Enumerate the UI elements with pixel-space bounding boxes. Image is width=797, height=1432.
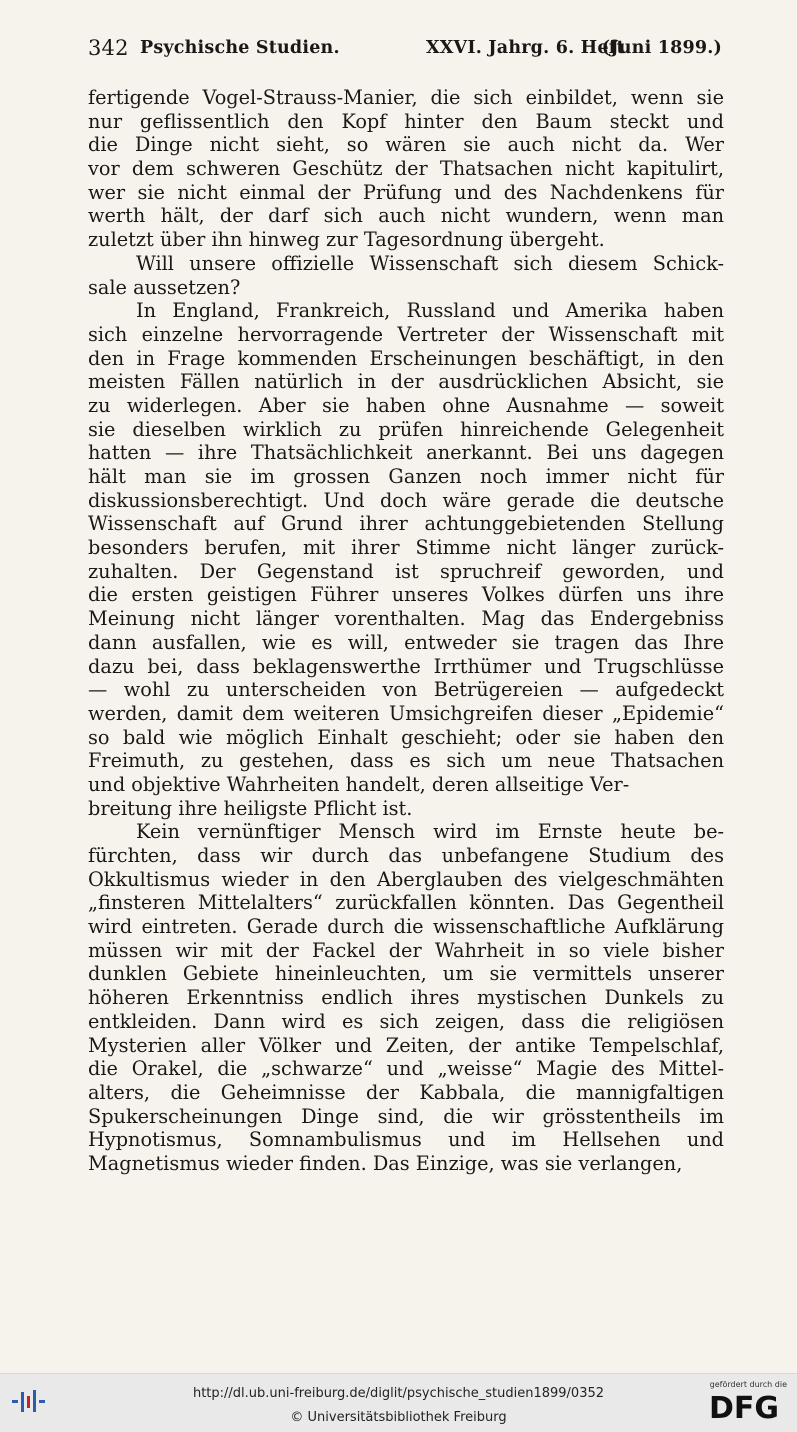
text-line: die Dinge nicht sieht, so wären sie auch nicht da. Wer — [88, 133, 724, 157]
text-line: Hypnotismus, Somnambulismus und im Hellsehen und — [88, 1128, 724, 1152]
text-line: Kein vernünftiger Mensch wird im Ernste heute be- — [136, 820, 724, 844]
text-line: Meinung nicht länger vorenthalten. Mag das Endergebniss — [88, 607, 724, 631]
text-line: den in Frage kommenden Erscheinungen beschäftigt, in den — [88, 346, 724, 370]
text-line: diskussionsberechtigt. Und doch wäre gerade die deutsche — [88, 488, 724, 512]
text-line: hatten — ihre Thatsächlichkeit anerkannt. Bei uns dagegen — [88, 441, 724, 465]
page-number: 342 — [88, 36, 129, 60]
footer-bar — [0, 1373, 797, 1432]
text-line: besonders berufen, mit ihrer Stimme nicht länger zurück- — [88, 536, 724, 560]
text-line: In England, Frankreich, Russland und Amerika haben — [136, 299, 724, 323]
text-line: sale aussetzen? — [88, 275, 241, 299]
text-line: dann ausfallen, wie es will, entweder sie tragen das Ihre — [88, 630, 724, 654]
text-line: Mysterien aller Völker und Zeiten, der antike Tempelschlaf, — [88, 1033, 724, 1057]
text-line: so bald wie möglich Einhalt geschieht; oder sie haben den — [88, 725, 724, 749]
text-line: und objektive Wahrheiten handelt, deren allseitige Ver- — [88, 772, 630, 796]
text-line: müssen wir mit der Fackel der Wahrheit in so viele bisher — [88, 938, 724, 962]
text-line: wird eintreten. Gerade durch die wissenschaftliche Aufklärung — [88, 915, 724, 939]
text-line: dazu bei, dass beklagenswerthe Irrthümer und Trugschlüsse — [88, 654, 724, 678]
text-line: meisten Fällen natürlich in der ausdrücklichen Absicht, sie — [88, 370, 724, 394]
text-line: Spukerscheinungen Dinge sind, die wir grösstentheils im — [88, 1104, 724, 1128]
dfg-logo-icon[interactable] — [701, 1390, 787, 1422]
text-line: wer sie nicht einmal der Prüfung und des Nachdenkens für — [88, 180, 724, 204]
text-line: fertigende Vogel-Strauss-Manier, die sich einbildet, wenn sie — [88, 86, 724, 109]
journal-title: Psychische Studien. — [140, 38, 340, 58]
text-line: sie dieselben wirklich zu prüfen hinreichende Gelegenheit — [88, 417, 724, 441]
text-line: werth hält, der darf sich auch nicht wundern, wenn man — [88, 204, 724, 228]
text-line: — wohl zu unterscheiden von Betrügereien — aufgedeckt — [88, 678, 724, 702]
text-line: die Orakel, die „schwarze“ und „weisse“ Magie des Mittel- — [88, 1057, 724, 1081]
issue-date: (Juni 1899.) — [601, 38, 722, 58]
running-header — [88, 36, 722, 66]
text-line: sich einzelne hervorragende Vertreter der Wissenschaft mit — [88, 322, 724, 346]
text-line: zuletzt über ihn hinweg zur Tagesordnung übergeht. — [88, 228, 605, 252]
funding-note: gefördert durch die — [709, 1380, 787, 1389]
text-line: fürchten, dass wir durch das unbefangene Studium des — [88, 844, 724, 867]
text-line: die ersten geistigen Führer unseres Volkes dürfen uns ihre — [88, 583, 724, 607]
volume-issue: XXVI. Jahrg. 6. Heft. — [426, 38, 632, 58]
text-line: höheren Erkenntniss endlich ihres mystischen Dunkels zu — [88, 986, 724, 1010]
text-line: breitung ihre heiligste Pflicht ist. — [88, 796, 413, 820]
text-line: nur geflissentlich den Kopf hinter den Baum steckt und — [88, 109, 724, 133]
dfg-logo-text: DFG — [708, 1391, 780, 1422]
document-url[interactable]: http://dl.ub.uni-freiburg.de/diglit/psychische_studien1899/0352 — [192, 1386, 605, 1401]
text-line: dunklen Gebiete hineinleuchten, um sie vermittels unserer — [88, 962, 724, 986]
text-line: zuhalten. Der Gegenstand ist spruchreif geworden, und — [88, 559, 724, 583]
text-line: alters, die Geheimnisse der Kabbala, die mannigfaltigen — [88, 1080, 724, 1104]
text-line: entkleiden. Dann wird es sich zeigen, dass die religiösen — [88, 1009, 724, 1033]
text-line: hält man sie im grossen Ganzen noch immer nicht für — [88, 465, 724, 488]
text-line: Freimuth, zu gestehen, dass es sich um neue Thatsachen — [88, 749, 724, 773]
text-line: Will unsere offizielle Wissenschaft sich diesem Schick- — [136, 251, 724, 275]
copyright-notice: © Universitätsbibliothek Freiburg — [290, 1410, 507, 1425]
body-text — [88, 86, 724, 1176]
text-line: Okkultismus wieder in den Aberglauben des vielgeschmähten — [88, 867, 724, 891]
text-line: Magnetismus wieder finden. Das Einzige, was sie verlangen, — [88, 1151, 683, 1175]
text-line: vor dem schweren Geschütz der Thatsachen nicht kapitulirt, — [88, 157, 724, 181]
text-line: Wissenschaft auf Grund ihrer achtunggebietenden Stellung — [88, 512, 724, 536]
text-line: zu widerlegen. Aber sie haben ohne Ausnahme — soweit — [88, 393, 724, 417]
text-line: „finsteren Mittelalters“ zurückfallen könnten. Das Gegentheil — [88, 891, 724, 915]
text-line: werden, damit dem weiteren Umsichgreifen dieser „Epidemie“ — [88, 701, 724, 725]
